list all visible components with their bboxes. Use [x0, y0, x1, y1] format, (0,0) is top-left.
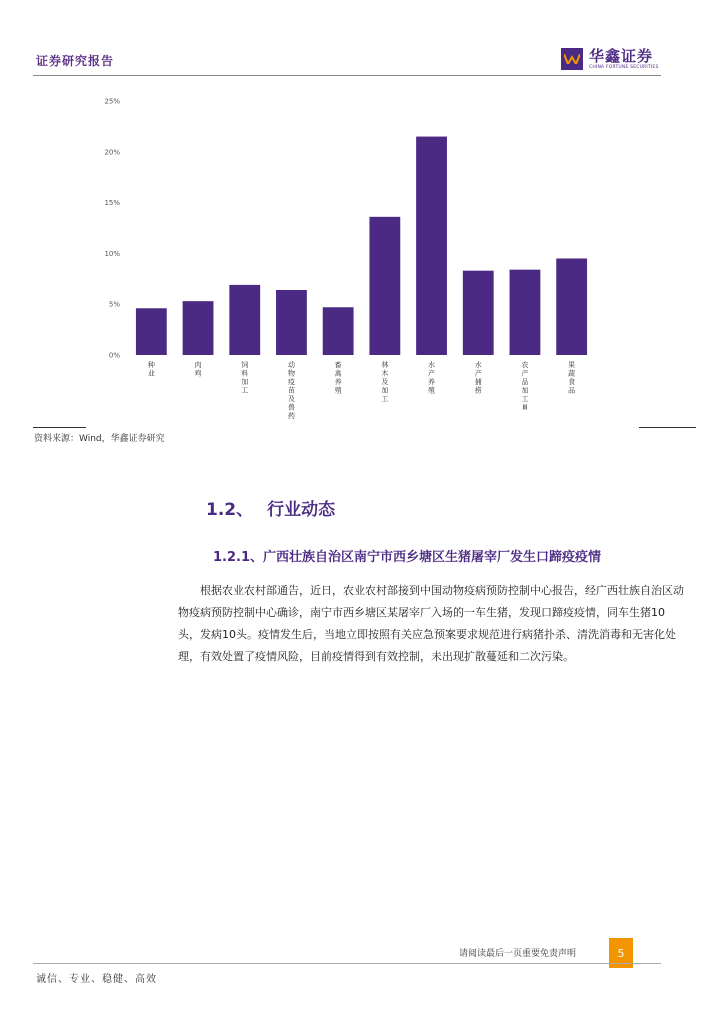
- bar: [510, 270, 541, 355]
- source-divider-left: [33, 427, 86, 428]
- bar: [463, 271, 494, 355]
- source-divider-right: [639, 427, 696, 428]
- x-tick-label: 果蔬食品: [568, 361, 576, 395]
- bar: [556, 258, 587, 355]
- header-title: 证券研究报告: [36, 54, 115, 68]
- bar-chart: [0, 0, 724, 440]
- paragraph-text: 根据农业农村部通告，近日，农业农村部接到中国动物疫病预防控制中心报告，经广西壮族自治区动物疫病预防控制中心确诊，南宁市西乡塘区某屠宰厂入场的一车生猪，发现口蹄疫疫情，同车生猪10头，发病10头。疫情发生后，当地立即按照有关应急预案要求规范进行病猪扑杀、清洗消毒和无害化处理，有效处置了疫情风险，目前疫情得到有效控制，未出现扩散蔓延和二次污染。: [178, 584, 684, 663]
- bar: [136, 308, 167, 355]
- chart-source: 资料来源：Wind，华鑫证券研究: [34, 434, 165, 444]
- footer-disclaimer: 请阅读最后一页重要免责声明: [459, 949, 577, 959]
- section-title: 行业动态: [267, 500, 336, 520]
- bar: [369, 217, 400, 355]
- y-tick-label: 15%: [104, 199, 120, 208]
- bar: [229, 285, 260, 355]
- y-tick-label: 25%: [104, 97, 120, 106]
- body-paragraph: [178, 580, 684, 668]
- y-tick-label: 10%: [104, 249, 120, 258]
- footer-divider: [33, 963, 661, 964]
- x-tick-label: 饲料加工: [241, 361, 249, 395]
- bar: [183, 301, 214, 355]
- footer-slogan: 诚信、专业、稳健、高效: [36, 974, 157, 985]
- x-tick-label: 肉鸡: [194, 361, 202, 378]
- bar: [416, 137, 447, 355]
- y-tick-label: 0%: [108, 351, 120, 360]
- logo-name-en: CHINA FORTUNE SECURITIES: [589, 65, 659, 70]
- section-number: 1.2、: [206, 500, 254, 520]
- x-tick-label: 林木及加工: [381, 361, 389, 403]
- subsection-heading: 1.2.1、广西壮族自治区南宁市西乡塘区生猪屠宰厂发生口蹄疫疫情: [213, 550, 602, 565]
- logo-name-cn: 华鑫证券: [589, 47, 654, 65]
- x-tick-label: 水产养殖: [428, 361, 436, 395]
- x-tick-label: 农产品加工 Ⅲ: [521, 361, 529, 412]
- bar: [276, 290, 307, 355]
- x-tick-label: 畜禽养殖: [334, 361, 342, 395]
- x-tick-label: 种业: [147, 361, 155, 378]
- section-heading: [206, 495, 335, 520]
- x-tick-label: 动物疫苗及兽药: [287, 361, 295, 420]
- y-tick-label: 5%: [108, 300, 120, 309]
- page-number: 5: [609, 938, 633, 968]
- bar: [323, 307, 354, 355]
- y-tick-label: 20%: [104, 148, 120, 157]
- x-tick-label: 水产捕捞: [474, 361, 482, 395]
